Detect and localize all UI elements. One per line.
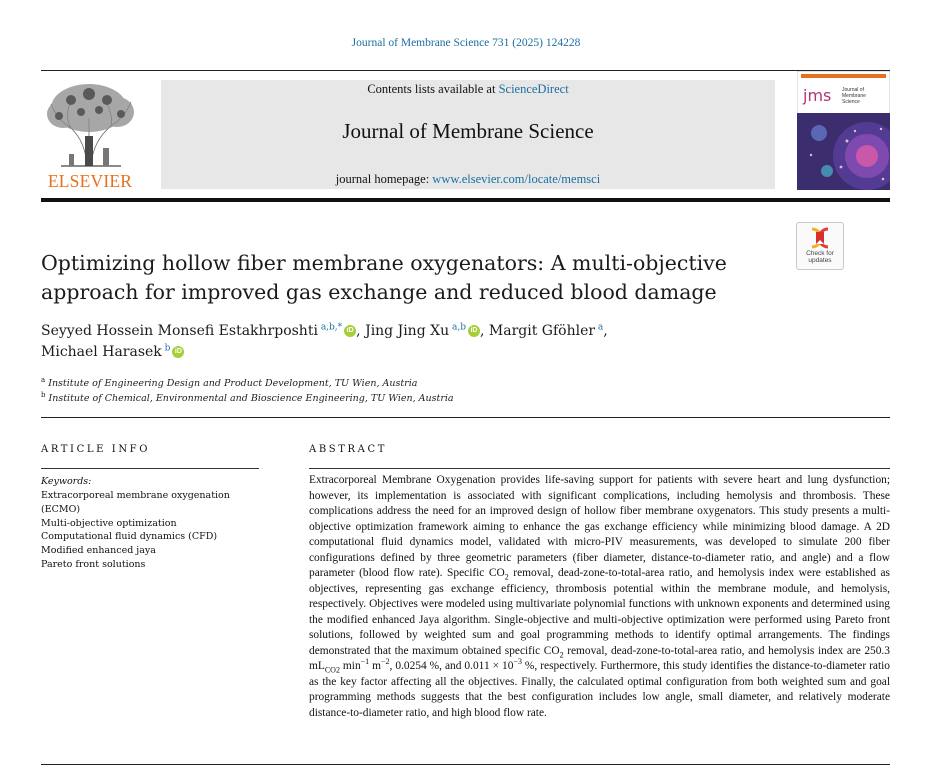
keyword-item: (ECMO) [41, 503, 81, 515]
title-line-2: approach for improved gas exchange and reduced blood damage [41, 280, 717, 304]
journal-title: Journal of Membrane Science [342, 119, 594, 143]
author-name[interactable]: Margit Gföhler [488, 323, 596, 339]
abstract-heading: ABSTRACT [309, 444, 387, 455]
abstract-text: Extracorporeal Membrane Oxygenation provides life-saving support for patients with severe heart and lung dysfunction; however, its implementation is associated with significant complications, including hemolysis and thrombosis. These complications address the need for an improved design of hollow fiber membrane oxygenators. This study presents a multi-objective optimization framework aiming to enhance the gas exchange efficiency while minimizing blood damage. A 2D computational fluid dynamics model, validated with micro-PIV measurements, was developed to simulate 200 fiber configurations defined by three geometric parameters (fiber diameter, distance-to-diameter ratio, and angle) and a flow parameter (blood flow rate). Specific $CO_2$ removal, dead-zone-to-total-area ratio, and hemolysis index were established as objectives, representing gas exchange efficiency, thrombosis potential within the membrane module, and hemolysis, respectively. Objectives were modeled using multivariate polynomial functions with unknown exponents and determined using the modified enhanced Jaya algorithm. Single-objective and multi-objective optimization were performed using Pareto front solutions, followed by weighted sum and goal programming methods to identify optimal arrangements. The findings demonstrated that the maximum obtained specific $CO_2$ removal, dead-zone-to-total-area ratio, and hemolysis index are 250.3 $mL_{CO2}$ $\min^{-1} m^{-2}$, 0.0254 %, and $0.011 \times 10^{-3}$ %, respectively. Furthermore, this study identifies the distance-to-diameter ratio as the key factor affecting all the objectives. Finally, the calculated optimal configuration from both weighted sum and goal programming methods suggests that the best configuration includes low angle, small diameter, and relatively moderate distance-to-diameter ratio, and high blood flow rate. [309, 474, 890, 719]
affiliation-a [41, 376, 417, 389]
affiliation-text: Institute of Chemical, Environmental and Bioscience Engineering, TU Wien, Austria [48, 393, 454, 405]
keywords-label: Keywords: [41, 476, 92, 487]
affiliation-mark: a [41, 376, 46, 384]
orcid-icon[interactable]: iD [468, 325, 480, 337]
author-name[interactable]: Jing Jing Xu [365, 323, 450, 339]
author-name[interactable]: Michael Harasek [41, 344, 162, 360]
header-top-rule [41, 70, 890, 71]
contents-available-line [161, 82, 775, 97]
author-name[interactable]: Seyyed Hossein Monsefi Estakhrposhti [41, 323, 318, 339]
check-updates-line2: updates [808, 257, 832, 264]
keyword-item: Computational fluid dynamics (CFD) [41, 531, 218, 543]
article-info-rule [41, 468, 259, 469]
cover-logo-text: jms [803, 86, 832, 105]
author-list [41, 321, 781, 363]
title-line-1: Optimizing hollow fiber membrane oxygenators: A multi-objective [41, 251, 727, 275]
keyword-item: Extracorporeal membrane oxygenation [41, 490, 230, 501]
journal-homepage-line [161, 172, 775, 187]
keyword-item: Pareto front solutions [41, 558, 146, 570]
contents-prefix: Contents lists available at [367, 82, 499, 96]
article-info-heading: ARTICLE INFO [41, 444, 151, 455]
cover-subtitle-3: Science [842, 99, 860, 105]
cover-subtitle-1: Journal of [842, 87, 864, 93]
author-line-2 [41, 342, 781, 363]
cover-subtitle-2: Membrane [842, 93, 866, 99]
abstract-rule [309, 468, 890, 469]
author-affil-sup[interactable]: a,b [451, 322, 466, 333]
check-updates-icon [797, 223, 843, 253]
abstract-bottom-rule [41, 764, 890, 765]
keyword-item: Multi-objective optimization [41, 517, 177, 529]
section-divider [41, 417, 890, 418]
keywords-list [41, 489, 266, 572]
journal-homepage-link[interactable]: www.elsevier.com/locate/memsci [432, 172, 601, 186]
check-updates-line1: Check for [806, 250, 834, 257]
author-affil-sup[interactable]: a,b,* [320, 322, 343, 333]
elsevier-wordmark[interactable]: ELSEVIER [47, 171, 133, 191]
affiliation-text: Institute of Engineering Design and Product Development, TU Wien, Austria [48, 378, 418, 390]
sciencedirect-link[interactable]: ScienceDirect [498, 82, 569, 96]
orcid-icon[interactable]: iD [172, 346, 184, 358]
keyword-item: Modified enhanced jaya [41, 545, 156, 557]
journal-cover-image[interactable] [797, 71, 890, 190]
homepage-prefix: journal homepage: [335, 172, 433, 186]
author-line-1: Seyyed Hossein Monsefi Estakhrposhti $^{a,b,*}$ iD , Jing Jing Xu $^{a,b}$ iD , Margit Gföhler $^a$, [41, 322, 608, 339]
affiliation-mark: b [41, 391, 46, 399]
author-affil-sup[interactable]: b [164, 343, 171, 354]
orcid-icon[interactable]: iD [344, 325, 356, 337]
check-for-updates-label [796, 250, 844, 264]
affiliation-b [41, 391, 454, 404]
article-title [41, 249, 761, 307]
header-thick-rule [41, 198, 890, 202]
journal-citation-link[interactable]: Journal of Membrane Science 731 (2025) 124228 [351, 37, 581, 49]
author-affil-sup[interactable]: a [597, 322, 604, 333]
